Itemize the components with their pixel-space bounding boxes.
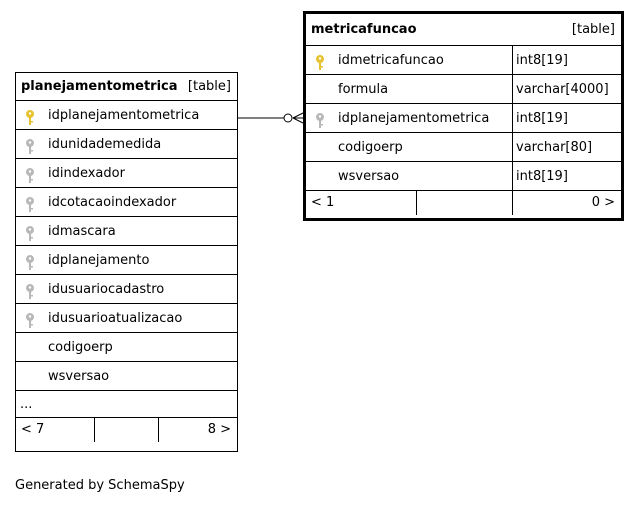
column-row[interactable]: [16, 130, 237, 159]
more-indicator: ...: [20, 397, 33, 412]
foreign-key-icon: [25, 282, 35, 298]
foreign-key-icon: [315, 111, 325, 127]
primary-key-icon: [25, 108, 35, 124]
parents-count[interactable]: < 1: [311, 195, 335, 210]
column-name: idmascara: [48, 224, 116, 239]
optional-circle-marker: [284, 114, 292, 122]
column-name: codigoerp: [48, 340, 113, 355]
column-row[interactable]: [16, 101, 237, 130]
table-name: metricafuncao: [311, 22, 417, 37]
column-name: idmetricafuncao: [338, 53, 444, 68]
table-kind: [table]: [187, 79, 231, 94]
column-name: codigoerp: [338, 140, 403, 155]
primary-key-icon: [315, 53, 325, 69]
column-row[interactable]: [16, 246, 237, 275]
table-metricafuncao[interactable]: [303, 11, 624, 221]
crowfoot-upper: [293, 113, 303, 118]
foreign-key-icon: [25, 166, 35, 182]
children-count[interactable]: 0 >: [591, 195, 615, 210]
table-header[interactable]: [306, 14, 621, 46]
foreign-key-icon: [25, 311, 35, 327]
table-name: planejamentometrica: [21, 79, 178, 94]
column-type: varchar[80]: [512, 133, 592, 161]
column-row[interactable]: [16, 159, 237, 188]
column-row[interactable]: [16, 333, 237, 362]
table-footer: [306, 191, 621, 215]
column-row[interactable]: [306, 162, 621, 191]
column-row[interactable]: [16, 304, 237, 333]
column-type: int8[19]: [512, 162, 568, 190]
column-name: idindexador: [48, 166, 125, 181]
foreign-key-icon: [25, 195, 35, 211]
column-name: idplanejamentometrica: [338, 111, 490, 126]
column-row[interactable]: [306, 46, 621, 75]
parents-count[interactable]: < 7: [21, 422, 45, 437]
column-row[interactable]: [306, 104, 621, 133]
column-name: idusuarioatualizacao: [48, 311, 183, 326]
foreign-key-icon: [25, 253, 35, 269]
column-name: idusuariocadastro: [48, 282, 165, 297]
column-name: idcotacaoindexador: [48, 195, 177, 210]
column-type: varchar[4000]: [512, 75, 609, 103]
column-name: formula: [338, 82, 389, 97]
column-type: int8[19]: [512, 46, 568, 74]
column-row[interactable]: [16, 362, 237, 391]
table-footer: [16, 418, 237, 442]
column-name: idplanejamento: [48, 253, 150, 268]
foreign-key-icon: [25, 137, 35, 153]
table-planejamentometrica[interactable]: [15, 72, 238, 452]
column-row[interactable]: [306, 75, 621, 104]
generated-by-note: Generated by SchemaSpy: [15, 478, 185, 493]
column-name: wsversao: [338, 169, 400, 184]
column-row[interactable]: [16, 275, 237, 304]
column-row[interactable]: [306, 133, 621, 162]
column-type: int8[19]: [512, 104, 568, 132]
column-row[interactable]: [16, 188, 237, 217]
column-name: idplanejamentometrica: [48, 108, 200, 123]
more-columns: [16, 391, 237, 418]
column-name: wsversao: [48, 369, 110, 384]
column-name: idunidademedida: [48, 137, 162, 152]
table-kind: [table]: [571, 22, 615, 37]
crowfoot-lower: [293, 118, 303, 123]
foreign-key-icon: [25, 224, 35, 240]
table-header[interactable]: [16, 73, 237, 101]
children-count[interactable]: 8 >: [207, 422, 231, 437]
column-row[interactable]: [16, 217, 237, 246]
